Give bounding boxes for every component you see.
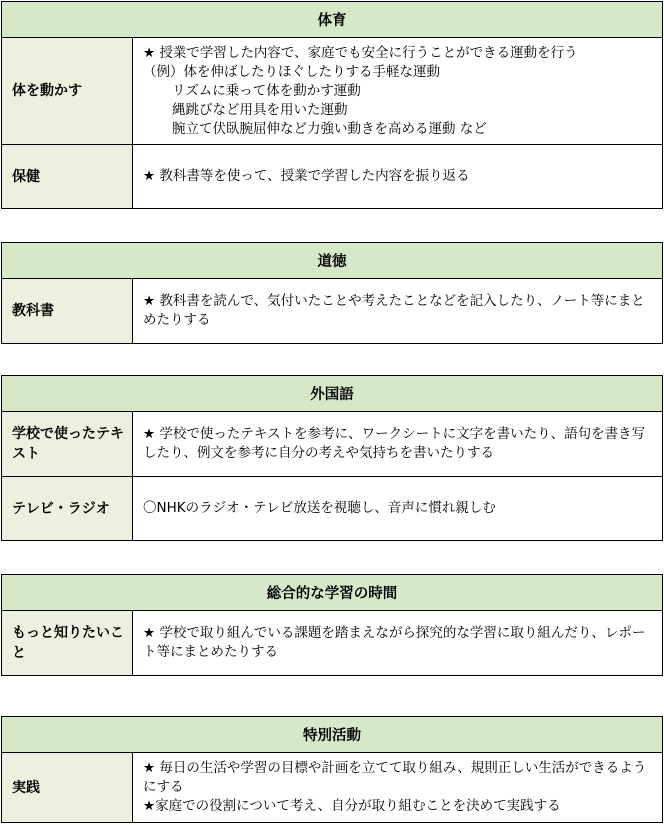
row-label: もっと知りたいこと [2,611,133,675]
content-line: （例）体を伸ばしたりほぐしたりする手軽な運動 [143,63,440,80]
section-header: 総合的な学習の時間 [2,575,662,611]
row-label: 学校で使ったテキスト [2,412,133,476]
content-text: ★ 学校で使ったテキストを参考に、ワークシートに文字を書いたり、語句を書き写したり、例文を参考に自分の考えや気持ちを書いたりする [143,426,646,461]
content-text: ★ 学校で取り組んでいる課題を踏まえながら探究的な学習に取り組んだり、レポート等にまとめたりする [143,625,646,660]
row-label: テレビ・ラジオ [2,477,133,540]
table-row [2,38,662,144]
row-content [133,477,662,540]
table-row [2,611,662,675]
content-text: 〇NHKのラジオ・テレビ放送を視聴し、音声に慣れ親しむ [143,500,496,516]
row-content [133,611,662,675]
row-content [133,279,662,343]
content-text: ★家庭での役割について考え、自分が取り組むことを決めて実践する [143,798,561,814]
section-special-activities [1,716,663,823]
table-row [2,476,662,540]
content-line: リズムに乗って体を動かす運動 [172,82,361,99]
row-label: 実践 [2,753,133,822]
table-row [2,144,662,208]
content-text: ★ 教科書を読んで、気付いたことや考えたことなどを記入したり、ノート等にまとめたりする [143,293,645,328]
section-header: 道徳 [2,243,662,279]
section-pe [1,1,663,209]
table-row [2,279,662,343]
row-content [133,38,662,144]
row-content [133,412,662,476]
section-integrated-study [1,574,663,676]
content-text: ★ 毎日の生活や学習の目標や計画を立てて取り組み、規則正しい生活ができるようにする [143,760,647,795]
table-row [2,753,662,822]
row-content [133,753,662,822]
section-header: 体育 [2,2,662,38]
row-label: 体を動かす [2,38,133,144]
content-text: ★ 教科書等を使って、授業で学習した内容を振り返る [143,168,470,184]
row-label: 教科書 [2,279,133,343]
content-line: 腕立て伏臥腕屈伸など力強い動きを高める運動 など [172,120,487,137]
content-line: 縄跳びなど用具を用いた運動 [172,101,348,118]
row-label: 保健 [2,145,133,208]
section-header: 特別活動 [2,717,662,753]
table-row [2,412,662,476]
content-line: ★ 授業で学習した内容で、家庭でも安全に行うことができる運動を行う [143,44,578,61]
section-header: 外国語 [2,376,662,412]
section-moral [1,242,663,344]
section-foreign-language [1,375,663,541]
row-content [133,145,662,208]
